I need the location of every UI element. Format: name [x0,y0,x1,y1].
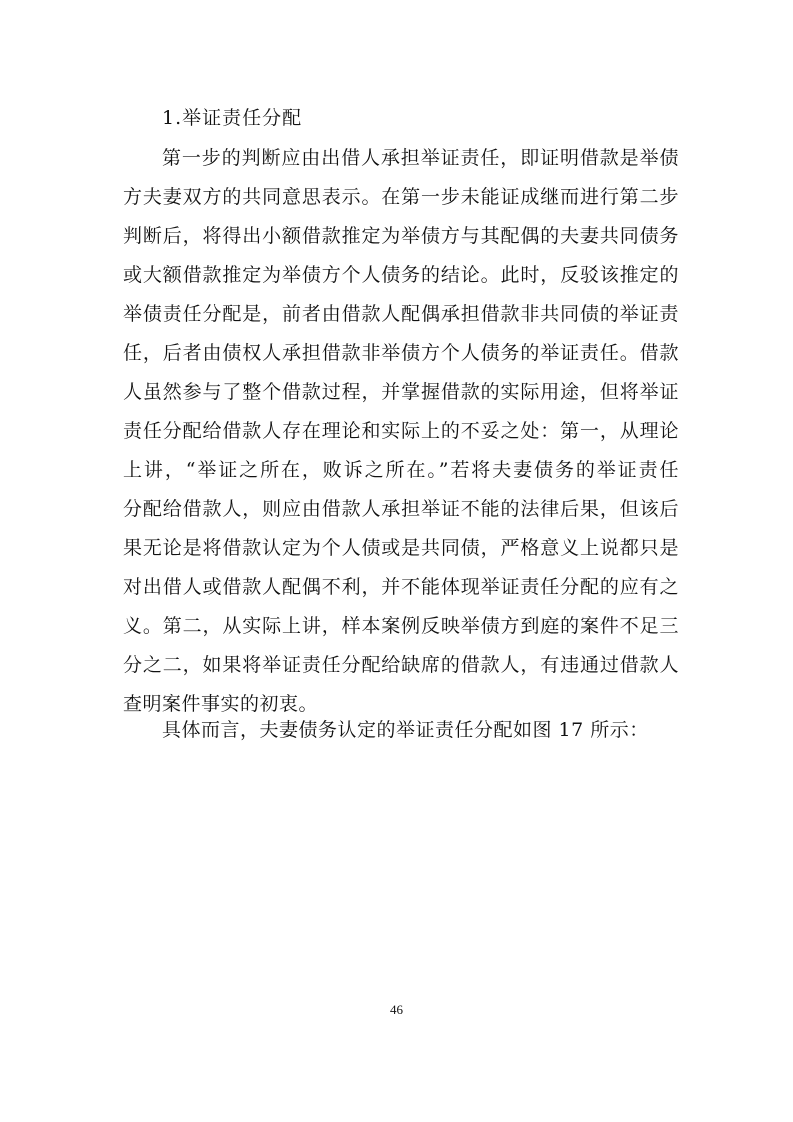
paragraph-line: 第一步的判断应由出借人承担举证责任，即证明借款是举债 [162,147,679,169]
paragraph-line: 举债责任分配是，前者由借款人配偶承担借款非共同债的举证责 [123,303,679,325]
paragraph-line: 责任分配给借款人存在理论和实际上的不妥之处：第一，从理论 [123,420,679,442]
paragraph-line: 或大额借款推定为举债方个人债务的结论。此时，反驳该推定的 [123,264,679,286]
section-heading: 1.举证责任分配 [162,107,303,129]
summary-sentence: 具体而言，夫妻债务认定的举证责任分配如图 17 所示： [162,719,649,741]
paragraph-line: 方夫妻双方的共同意思表示。在第一步未能证成继而进行第二步 [123,186,679,208]
paragraph-line: 果无论是将借款认定为个人债或是共同债，严格意义上说都只是 [123,537,679,559]
paragraph-line: 分配给借款人，则应由借款人承担举证不能的法律后果，但该后 [123,498,679,520]
paragraph-line: 任，后者由债权人承担借款非举债方个人债务的举证责任。借款 [123,342,679,364]
paragraph-line: 人虽然参与了整个借款过程，并掌握借款的实际用途，但将举证 [123,381,679,403]
paragraph-line: 查明案件事实的初衷。 [123,693,319,715]
paragraph-line: 对出借人或借款人配偶不利，并不能体现举证责任分配的应有之 [123,576,679,598]
paragraph-line: 分之二，如果将举证责任分配给缺席的借款人，有违通过借款人 [123,654,679,676]
paragraph-line: 上讲，“举证之所在，败诉之所在。”若将夫妻债务的举证责任 [123,459,679,481]
paragraph-line: 判断后，将得出小额借款推定为举债方与其配偶的夫妻共同债务 [123,225,679,247]
paragraph-line: 义。第二，从实际上讲，样本案例反映举债方到庭的案件不足三 [123,615,679,637]
page-number: 46 [390,1002,403,1017]
